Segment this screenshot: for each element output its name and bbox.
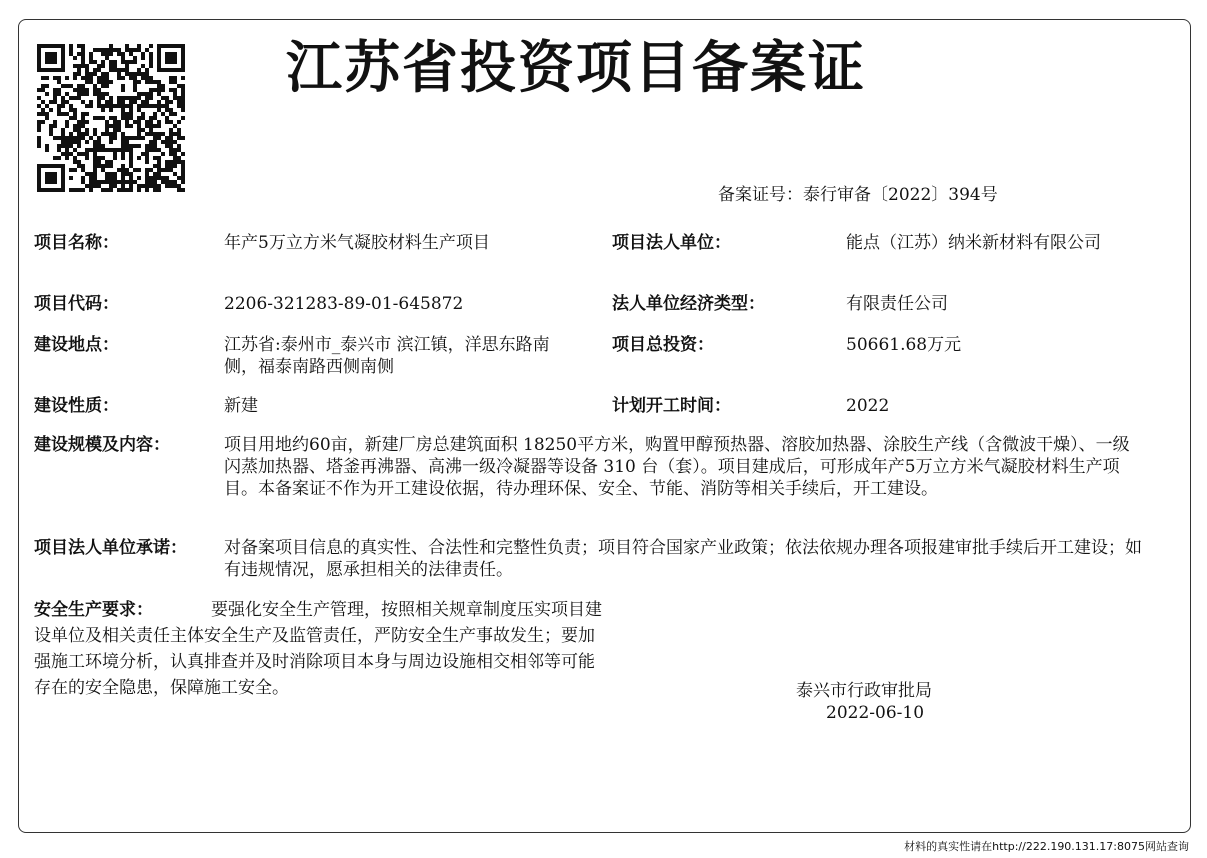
registration-number: 备案证号：泰行审备〔2022〕394号 [718,185,998,205]
project-name-value: 年产5万立方米气凝胶材料生产项目 [224,233,490,253]
economic-type-value: 有限责任公司 [846,294,948,314]
project-code-value: 2206-321283-89-01-645872 [224,294,464,314]
economic-type-label: 法人单位经济类型： [612,294,765,314]
project-name-label: 项目名称： [34,233,119,253]
scale-label: 建设规模及内容： [34,435,170,455]
certificate-title: 江苏省投资项目备案证 [286,36,866,101]
legal-entity-value: 能点（江苏）纳米新材料有限公司 [846,233,1101,253]
legal-entity-label: 项目法人单位： [612,233,731,253]
scale-value: 项目用地约60亩，新建厂房总建筑面积 18250平方米，购置甲醇预热器、溶胶加热器、涂胶生产线（含微波干燥）、一级闪蒸加热器、塔釜再沸器、高沸一级冷凝器等设备 310 台（套）。项目建成后，可形成年产5万立方米气凝胶材料生产项目。本备案证不作为开工建设依据，待办理环保、安全、节能、消防等相关手续后，开工建设。 [224,435,1130,499]
certificate-frame [18,19,1191,833]
location-label: 建设地点： [34,335,119,355]
total-investment-value: 50661.68万元 [846,335,962,355]
issuing-authority: 泰兴市行政审批局 [796,681,932,701]
commitment-value: 对备案项目信息的真实性、合法性和完整性负责；项目符合国家产业政策；依法依规办理各项报建审批手续后开工建设；如有违规情况，愿承担相关的法律责任。 [224,538,1142,580]
issue-date: 2022-06-10 [826,703,925,723]
start-time-label: 计划开工时间： [612,396,731,416]
project-code-label: 项目代码： [34,294,119,314]
nature-value: 新建 [224,396,258,416]
total-investment-label: 项目总投资： [612,335,714,355]
commitment-label: 项目法人单位承诺： [34,538,187,558]
safety-requirements [34,597,609,701]
start-time-value: 2022 [846,396,890,416]
verification-note: 材料的真实性请在http://222.190.131.17:8075网站查询 [904,840,1189,853]
nature-label: 建设性质： [34,396,119,416]
safety-label: 安全生产要求： [34,600,153,620]
qr-code-icon [37,44,185,192]
safety-value: 要强化安全生产管理，按照相关规章制度压实项目建设单位及相关责任主体安全生产及监管责任，严防安全生产事故发生；要加强施工环境分析，认真排查并及时消除项目本身与周边设施相交相邻等可能存在的安全隐患，保障施工安全。 [34,600,602,698]
location-value: 江苏省:泰州市_泰兴市 滨江镇，洋思东路南侧，福泰南路西侧南侧 [224,335,550,377]
